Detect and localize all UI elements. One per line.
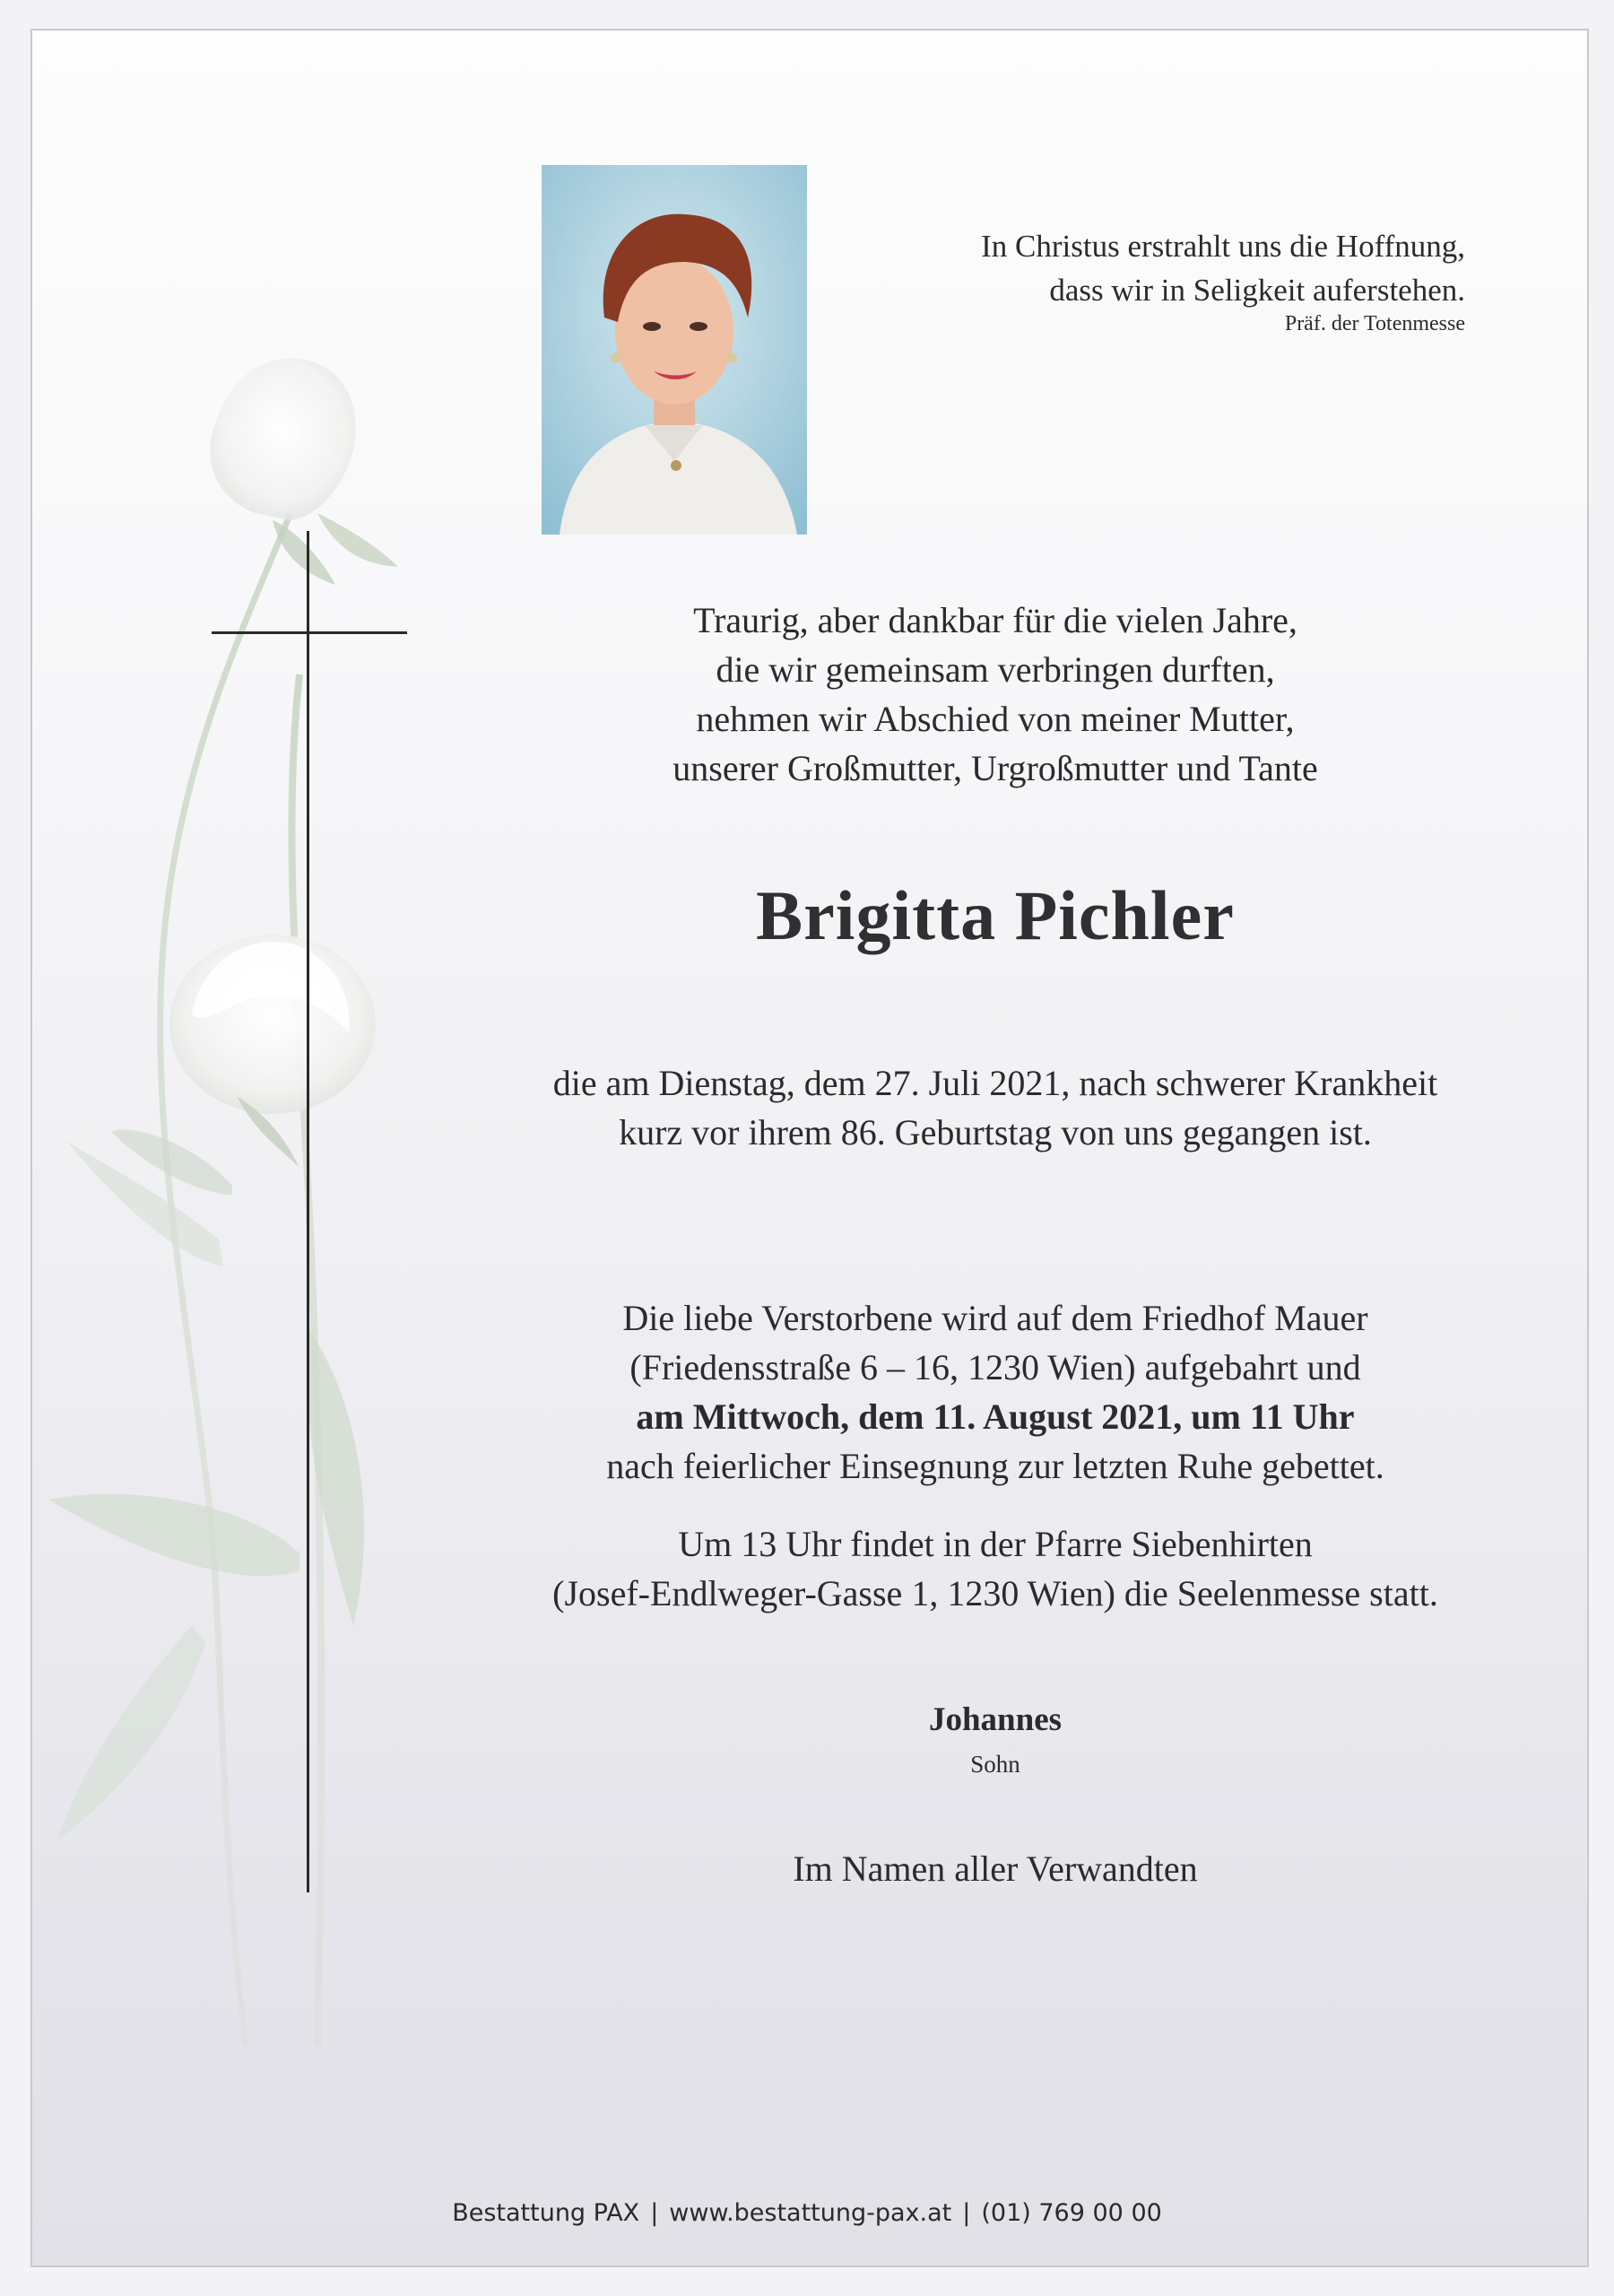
footer-company: Bestattung PAX	[452, 2199, 640, 2227]
white-rose-illustration	[30, 29, 533, 2092]
intro-line-4: unserer Großmutter, Urgroßmutter und Tante	[672, 748, 1318, 788]
mourner-name: Johannes	[928, 1701, 1063, 1738]
motto-line-1: In Christus erstrahlt uns die Hoffnung,	[981, 229, 1465, 264]
cross-icon	[307, 531, 309, 1892]
footer-phone: (01) 769 00 00	[981, 2199, 1162, 2227]
motto-line-2: dass wir in Seligkeit auferstehen.	[1049, 273, 1465, 308]
footer-separator: |	[650, 2199, 659, 2227]
death-line-2: kurz vor ihrem 86. Geburtstag von uns gegangen ist.	[619, 1112, 1372, 1152]
footer-website[interactable]: www.bestattung-pax.at	[669, 2199, 952, 2227]
mass-line-2: (Josef-Endlweger-Gasse 1, 1230 Wien) die Seelenmesse statt.	[552, 1573, 1438, 1613]
closing-text: Im Namen aller Verwandten	[793, 1848, 1198, 1889]
cross-crossbar	[212, 631, 407, 634]
funeral-line-1: Die liebe Verstorbene wird auf dem Friedhof Mauer	[622, 1298, 1368, 1338]
footer	[0, 2199, 1614, 2227]
funeral-line-2: (Friedensstraße 6 – 16, 1230 Wien) aufgebahrt und	[629, 1347, 1361, 1387]
intro-line-3: nehmen wir Abschied von meiner Mutter,	[696, 699, 1295, 739]
funeral-line-3: am Mittwoch, dem 11. August 2021, um 11 Uhr	[636, 1396, 1355, 1437]
intro-line-1: Traurig, aber dankbar für die vielen Jahre,	[693, 600, 1297, 640]
funeral-line-4: nach feierlicher Einsegnung zur letzten Ruhe gebettet.	[606, 1446, 1384, 1486]
mourner-relation: Sohn	[970, 1751, 1020, 1778]
footer-separator: |	[962, 2199, 971, 2227]
intro-line-2: die wir gemeinsam verbringen durften,	[716, 649, 1275, 690]
portrait-photo	[542, 165, 807, 535]
motto-source: Präf. der Totenmesse	[1284, 312, 1465, 335]
deceased-name: Brigitta Pichler	[756, 876, 1235, 954]
mass-line-1: Um 13 Uhr findet in der Pfarre Siebenhirten	[678, 1524, 1313, 1564]
death-line-1: die am Dienstag, dem 27. Juli 2021, nach schwerer Krankheit	[552, 1063, 1438, 1103]
